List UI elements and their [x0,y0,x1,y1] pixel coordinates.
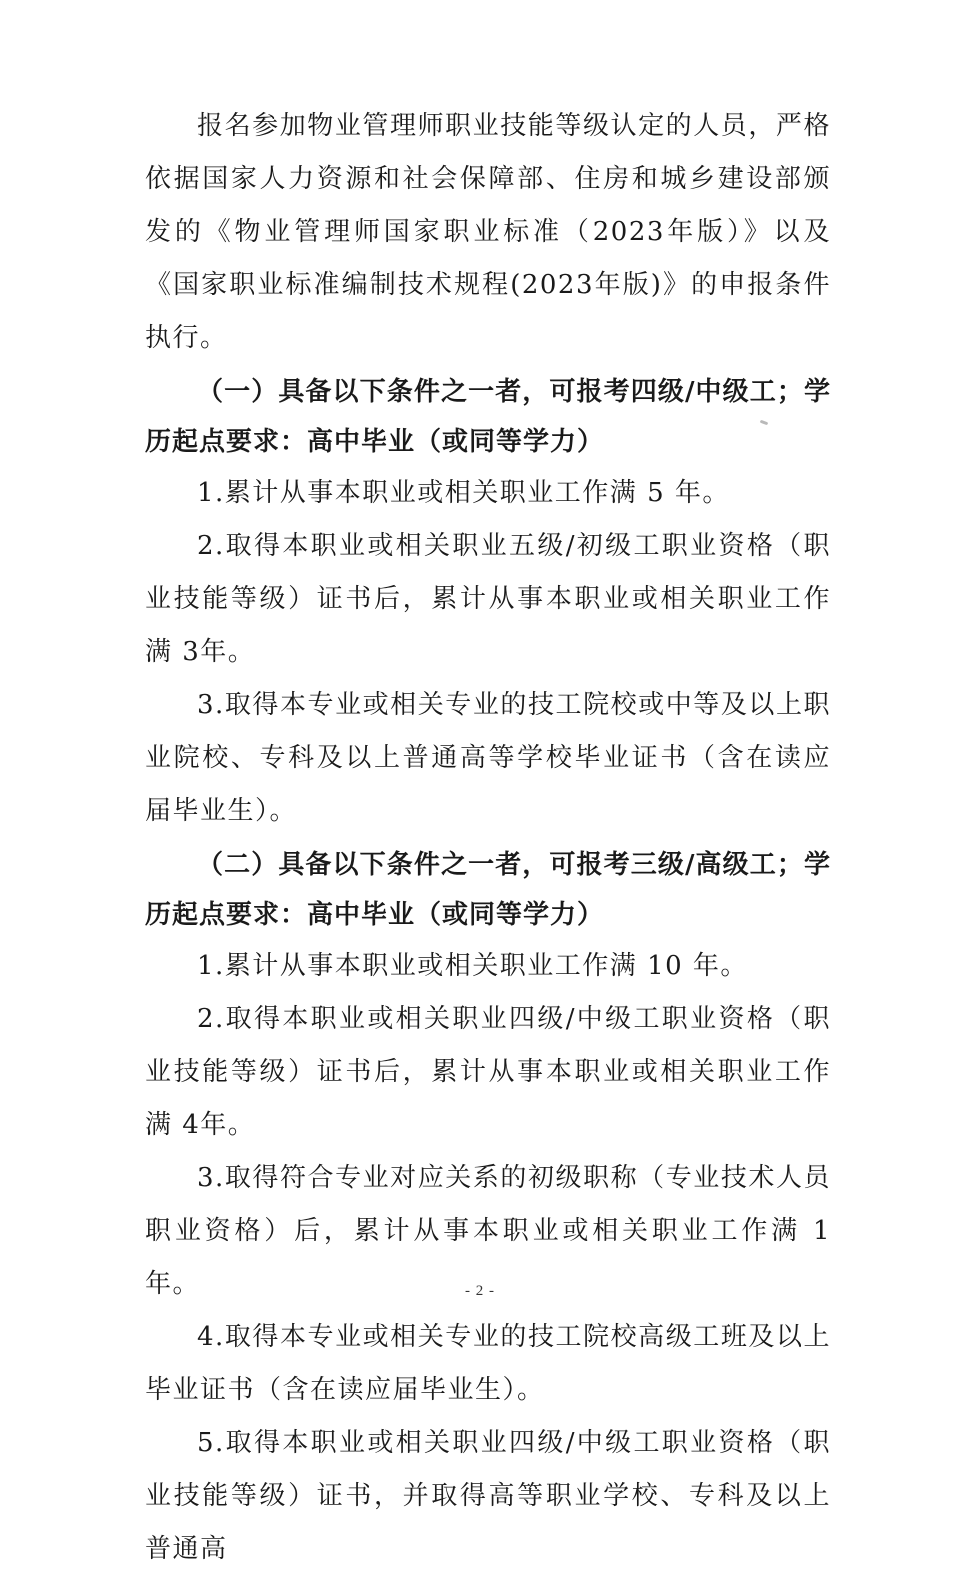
section-2-item-1: 1.累计从事本职业或相关职业工作满 10 年。 [197,951,748,981]
document-page [145,100,831,1576]
page-number: - 2 - [465,1283,495,1299]
section-2-item-3: 3.取得符合专业对应关系的初级职称（专业技术人员职业资格）后，累计从事本职业或相关职业工作满 1年。 [145,1163,831,1299]
section-1-item-3: 3.取得本专业或相关专业的技工院校或中等及以上职业院校、专科及以上普通高等学校毕业证书（含在读应届毕业生）。 [145,690,831,826]
section-1-heading: （一）具备以下条件之一者，可报考四级/中级工；学历起点要求：高中毕业（或同等学力） [145,377,831,457]
section-1-item-2: 2.取得本职业或相关职业五级/初级工职业资格（职业技能等级）证书后，累计从事本职业或相关职业工作满 3年。 [145,531,831,667]
section-2-heading: （二）具备以下条件之一者，可报考三级/高级工；学历起点要求：高中毕业（或同等学力） [145,850,831,930]
section-2-item-4: 4.取得本专业或相关专业的技工院校高级工班及以上毕业证书（含在读应届毕业生）。 [145,1322,831,1405]
section-1-item-1: 1.累计从事本职业或相关职业工作满 5 年。 [197,478,730,508]
section-2-item-2: 2.取得本职业或相关职业四级/中级工职业资格（职业技能等级）证书后，累计从事本职业或相关职业工作满 4年。 [145,1004,831,1140]
section-2-item-5: 5.取得本职业或相关职业四级/中级工职业资格（职业技能等级）证书，并取得高等职业学校、专科及以上普通高 [145,1428,831,1564]
intro-paragraph: 报名参加物业管理师职业技能等级认定的人员，严格依据国家人力资源和社会保障部、住房和城乡建设部颁发的《物业管理师国家职业标准（2023年版）》以及《国家职业标准编制技术规程(2023年版)》的申报条件执行。 [145,111,831,353]
